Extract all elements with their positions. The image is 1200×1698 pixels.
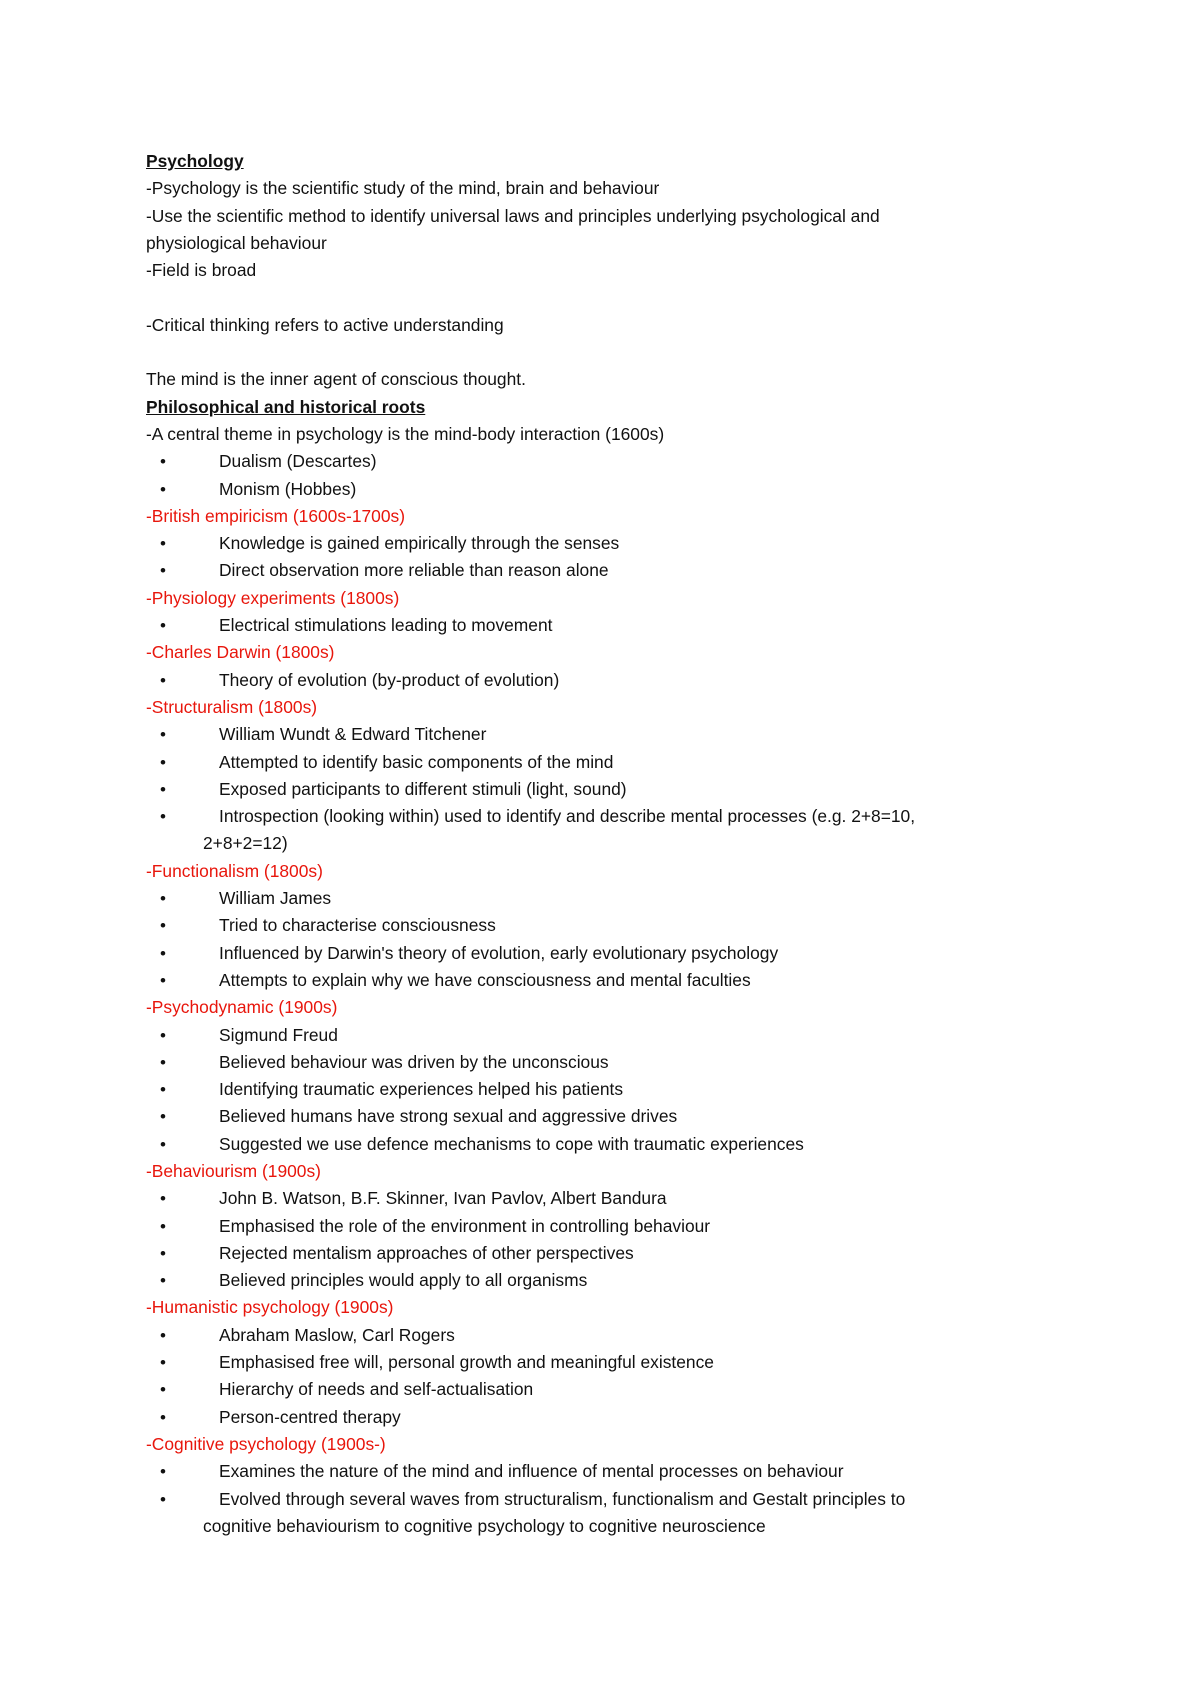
bullet-text: Direct observation more reliable than reason alone <box>219 560 609 581</box>
bullet-icon: • <box>160 1216 166 1236</box>
bullet-icon: • <box>160 943 166 963</box>
bullet-text: Attempted to identify basic components of the mind <box>219 751 614 772</box>
section-heading: -Humanistic psychology (1900s) <box>146 1297 394 1318</box>
history-sections <box>146 503 1110 1540</box>
bullet-icon: • <box>160 1080 166 1100</box>
section-heading: -Charles Darwin (1800s) <box>146 642 335 663</box>
bullet-text: Hierarchy of needs and self-actualisation <box>219 1379 534 1400</box>
bullet-icon: • <box>160 807 166 827</box>
bullet-icon: • <box>160 779 166 799</box>
section-heading: -Physiology experiments (1800s) <box>146 587 400 608</box>
bullet-item <box>146 1376 1110 1403</box>
bullet-text: Exposed participants to different stimuli (light, sound) <box>219 778 627 799</box>
bullet-icon: • <box>160 561 166 581</box>
bullet-item <box>146 530 1110 557</box>
bullet-item <box>146 721 1110 748</box>
bullet-text: Dualism (Descartes) <box>219 451 377 472</box>
history-section <box>146 994 1110 1158</box>
history-section <box>146 1158 1110 1294</box>
bullet-item <box>146 1404 1110 1431</box>
definition-line: -Psychology is the scientific study of the mind, brain and behaviour <box>146 178 660 199</box>
bullet-text: Electrical stimulations leading to movement <box>219 615 553 636</box>
bullet-icon: • <box>160 1271 166 1291</box>
section-heading: -Functionalism (1800s) <box>146 860 323 881</box>
history-section <box>146 1294 1110 1430</box>
bullet-item <box>146 1267 1110 1294</box>
bullet-item <box>146 1240 1110 1267</box>
section-heading: -Structuralism (1800s) <box>146 696 318 717</box>
bullet-item <box>146 1486 1110 1541</box>
bullet-text: Examines the nature of the mind and influence of mental processes on behaviour <box>219 1461 844 1482</box>
bullet-item <box>146 667 1110 694</box>
bullet-text-continued: cognitive behaviourism to cognitive psychology to cognitive neuroscience <box>203 1515 766 1536</box>
bullet-text: Emphasised free will, personal growth and meaningful existence <box>219 1352 714 1373</box>
bullet-text-continued: 2+8+2=12) <box>203 833 288 854</box>
bullet-icon: • <box>160 725 166 745</box>
bullet-icon: • <box>160 1189 166 1209</box>
bullet-icon: • <box>160 1380 166 1400</box>
bullet-text: Sigmund Freud <box>219 1024 338 1045</box>
blank-line <box>146 339 1110 366</box>
bullet-text: Introspection (looking within) used to identify and describe mental processes (e.g. 2+8=10, <box>219 806 916 827</box>
method-line: -Use the scientific method to identify universal laws and principles underlying psychological and <box>146 205 880 226</box>
bullet-item <box>146 557 1110 584</box>
bullet-icon: • <box>160 1243 166 1263</box>
bullet-icon: • <box>160 534 166 554</box>
bullet-item <box>146 1322 1110 1349</box>
bullet-text: Person-centred therapy <box>219 1406 401 1427</box>
bullet-icon: • <box>160 616 166 636</box>
bullet-icon: • <box>160 670 166 690</box>
bullet-text: John B. Watson, B.F. Skinner, Ivan Pavlov, Albert Bandura <box>219 1188 667 1209</box>
bullet-icon: • <box>160 1325 166 1345</box>
bullet-item <box>146 1213 1110 1240</box>
bullet-icon: • <box>160 916 166 936</box>
bullet-text: Suggested we use defence mechanisms to cope with traumatic experiences <box>219 1133 804 1154</box>
bullet-text: William Wundt & Edward Titchener <box>219 724 487 745</box>
history-section <box>146 1431 1110 1540</box>
bullet-text: Emphasised the role of the environment in controlling behaviour <box>219 1215 711 1236</box>
bullet-item <box>146 803 1110 858</box>
roots-heading: Philosophical and historical roots <box>146 396 426 417</box>
section-heading: -Behaviourism (1900s) <box>146 1160 321 1181</box>
bullet-item <box>146 1022 1110 1049</box>
bullet-text: Theory of evolution (by-product of evolution) <box>219 669 560 690</box>
bullet-icon: • <box>160 479 166 499</box>
bullet-text: Knowledge is gained empirically through the senses <box>219 533 620 554</box>
bullet-item <box>146 1458 1110 1485</box>
history-section <box>146 503 1110 585</box>
bullet-item <box>146 1131 1110 1158</box>
bullet-item <box>146 448 1110 475</box>
history-section <box>146 585 1110 640</box>
bullet-icon: • <box>160 1134 166 1154</box>
history-section <box>146 694 1110 858</box>
history-section <box>146 858 1110 994</box>
bullet-text: William James <box>219 888 332 909</box>
bullet-item <box>146 476 1110 503</box>
bullet-icon: • <box>160 889 166 909</box>
blank-line <box>146 284 1110 311</box>
method-line-continued: physiological behaviour <box>146 232 327 253</box>
bullet-text: Identifying traumatic experiences helped his patients <box>219 1079 624 1100</box>
bullet-item <box>146 1349 1110 1376</box>
bullet-text: Believed humans have strong sexual and aggressive drives <box>219 1106 678 1127</box>
bullet-item <box>146 912 1110 939</box>
document-title: Psychology <box>146 151 244 171</box>
central-theme-line: -A central theme in psychology is the mind-body interaction (1600s) <box>146 423 665 444</box>
bullet-icon: • <box>160 1462 166 1482</box>
bullet-item <box>146 612 1110 639</box>
bullet-text: Monism (Hobbes) <box>219 478 357 499</box>
bullet-item <box>146 1103 1110 1130</box>
bullet-text: Rejected mentalism approaches of other perspectives <box>219 1242 634 1263</box>
critical-thinking-line: -Critical thinking refers to active understanding <box>146 314 504 335</box>
bullet-item <box>146 885 1110 912</box>
bullet-item <box>146 776 1110 803</box>
section-heading: -British empiricism (1600s-1700s) <box>146 505 405 526</box>
bullet-text: Attempts to explain why we have consciousness and mental faculties <box>219 969 751 990</box>
history-section <box>146 639 1110 694</box>
bullet-icon: • <box>160 1025 166 1045</box>
bullet-item <box>146 749 1110 776</box>
bullet-icon: • <box>160 752 166 772</box>
bullet-text: Tried to characterise consciousness <box>219 915 496 936</box>
bullet-icon: • <box>160 452 166 472</box>
mind-definition-line: The mind is the inner agent of conscious thought. <box>146 369 526 390</box>
bullet-text: Evolved through several waves from structuralism, functionalism and Gestalt principles to <box>219 1488 906 1509</box>
bullet-item <box>146 1185 1110 1212</box>
section-heading: -Cognitive psychology (1900s-) <box>146 1433 386 1454</box>
bullet-icon: • <box>160 1107 166 1127</box>
section-heading: -Psychodynamic (1900s) <box>146 997 338 1018</box>
bullet-text: Believed behaviour was driven by the unconscious <box>219 1051 609 1072</box>
bullet-item <box>146 1076 1110 1103</box>
bullet-item <box>146 1049 1110 1076</box>
bullet-icon: • <box>160 1052 166 1072</box>
bullet-icon: • <box>160 1489 166 1509</box>
field-line: -Field is broad <box>146 260 257 281</box>
bullet-icon: • <box>160 1353 166 1373</box>
bullet-item <box>146 967 1110 994</box>
bullet-item <box>146 940 1110 967</box>
bullet-icon: • <box>160 970 166 990</box>
bullet-text: Believed principles would apply to all organisms <box>219 1270 588 1291</box>
bullet-text: Abraham Maslow, Carl Rogers <box>219 1324 455 1345</box>
bullet-text: Influenced by Darwin's theory of evolution, early evolutionary psychology <box>219 942 779 963</box>
bullet-icon: • <box>160 1407 166 1427</box>
mind-body-list <box>146 448 1110 503</box>
